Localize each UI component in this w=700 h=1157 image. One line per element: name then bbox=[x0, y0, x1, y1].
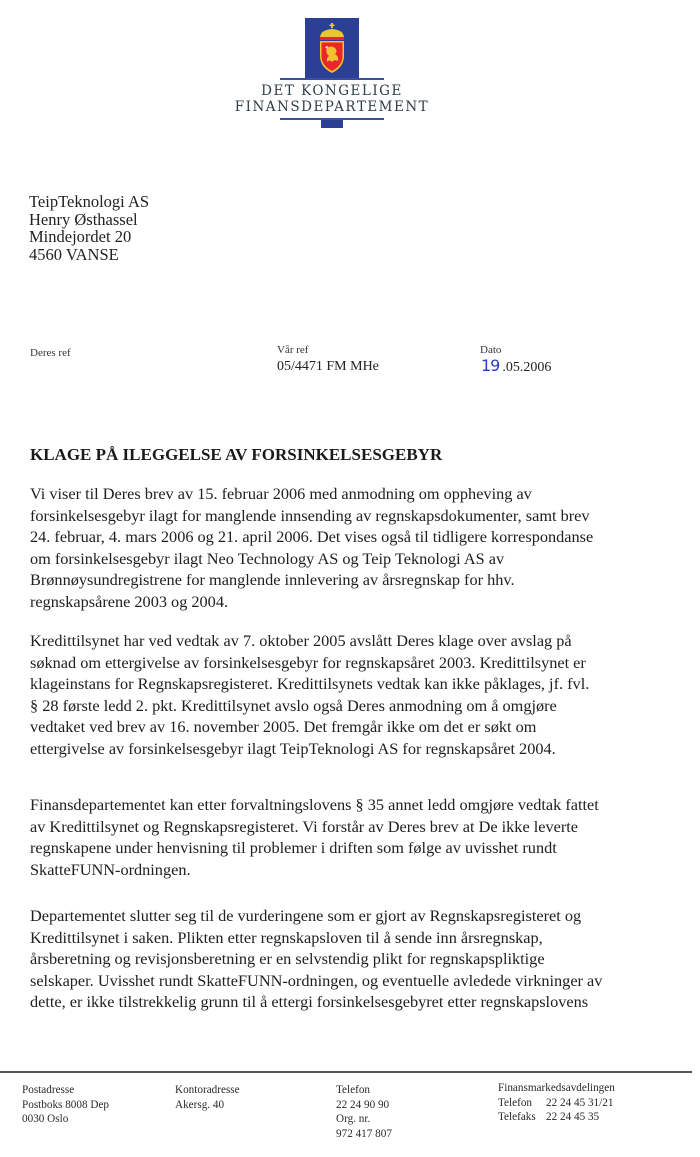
paragraph-line: regnskapene under henvisning til problemer i driften som følge av uvisshet rundt bbox=[30, 838, 557, 857]
footer-org-value: 972 417 807 bbox=[336, 1127, 392, 1140]
paragraph-2 bbox=[30, 630, 700, 759]
paragraph-line: klageinstans for Regnskapsregisteret. Kredittilsynets vedtak kan ikke påklages, jf. fvl. bbox=[30, 674, 590, 693]
letter-title: KLAGE PÅ ILEGGELSE AV FORSINKELSESGEBYR bbox=[30, 445, 443, 464]
footer-telefon-value: 22 24 90 90 bbox=[336, 1098, 390, 1111]
paragraph-line: § 28 første ledd 2. pkt. Kredittilsynet avslo også Deres anmodning om å omgjøre bbox=[30, 695, 557, 715]
coat-of-arms-emblem bbox=[305, 18, 359, 78]
paragraph-line: Kredittilsynet har ved vedtak av 7. oktober 2005 avslått Deres klage over avslag på bbox=[30, 631, 572, 650]
footer-department-fax-value: 22 24 45 35 bbox=[546, 1111, 600, 1123]
department-name-line2: FINANSDEPARTEMENT bbox=[234, 99, 430, 115]
paragraph-line: ettergivelse av forsinkelsesgebyr ilagt TeipTeknologi AS for regnskapsåret 2004. bbox=[30, 738, 556, 758]
paragraph-line: regnskapsårene 2003 og 2004. bbox=[30, 591, 229, 611]
paragraph-line: 24. februar, 4. mars 2006 og 21. april 2006. Det vises også til tidligere korrespondanse bbox=[30, 527, 594, 546]
footer-department-fax bbox=[498, 1110, 615, 1125]
footer-postadresse-line: Postboks 8008 Dep bbox=[22, 1098, 110, 1111]
footer-kontoradresse-line: Akersg. 40 bbox=[175, 1098, 225, 1111]
dato-handwritten-day: 19 bbox=[481, 356, 500, 375]
footer-department-phone-value: 22 24 45 31/21 bbox=[546, 1096, 614, 1109]
footer-telefon-label: Telefon bbox=[336, 1084, 371, 1096]
paragraph-line: Vi viser til Deres brev av 15. februar 2006 med anmodning om oppheving av bbox=[30, 484, 532, 503]
letterhead-stub bbox=[321, 120, 343, 128]
footer-postadresse-label: Postadresse bbox=[22, 1084, 75, 1096]
footer-department-phone bbox=[498, 1096, 615, 1111]
paragraph-line: forsinkelsesgebyr ilagt for manglende innsending av regnskapsdokumenter, samt brev bbox=[30, 505, 590, 525]
norwegian-coat-of-arms-icon bbox=[305, 18, 359, 78]
footer-postadresse-line: 0030 Oslo bbox=[22, 1113, 69, 1125]
department-name-line1: DET KONGELIGE bbox=[261, 83, 403, 99]
paragraph-line: av Kredittilsynet og Regnskapsregisteret. Vi forstår av Deres brev at De ikke leverte bbox=[30, 816, 579, 836]
footer-divider bbox=[0, 1071, 692, 1073]
paragraph-line: Departementet slutter seg til de vurderingene som er gjort av Regnskapsregisteret og bbox=[30, 906, 582, 925]
recipient-person: Henry Østhassel bbox=[29, 209, 138, 229]
paragraph-line: søknad om ettergivelse av forsinkelsesgebyr for regnskapsåret 2003. Kredittilsynet er bbox=[30, 652, 586, 672]
recipient-company: TeipTeknologi AS bbox=[29, 192, 150, 211]
recipient-postal: 4560 VANSE bbox=[29, 244, 119, 264]
footer-office-address bbox=[175, 1083, 240, 1112]
recipient-address bbox=[29, 193, 149, 263]
var-ref-value: 05/4471 FM MHe bbox=[277, 359, 379, 374]
paragraph-line: SkatteFUNN-ordningen. bbox=[30, 859, 191, 879]
letterhead-rule-top bbox=[280, 78, 384, 80]
paragraph-line: Finansdepartementet kan etter forvaltningslovens § 35 annet ledd omgjøre vedtak fattet bbox=[30, 795, 599, 814]
paragraph-line: om forsinkelsesgebyr ilagt Neo Technology AS og Teip Teknologi AS av bbox=[30, 548, 505, 568]
paragraph-line: årsberetning og revisjonsberetning er en selvstendig plikt for regnskapspliktige bbox=[30, 949, 545, 968]
paragraph-1 bbox=[30, 483, 700, 612]
paragraph-line: selskaper. Uvisshet rundt SkatteFUNN-ordningen, og eventuelle avledede virkninger av bbox=[30, 970, 603, 990]
footer-department-phone-label: Telefon bbox=[498, 1096, 533, 1109]
paragraph-line: dette, er ikke tilstrekkelig grunn til å ettergi forsinkelsesgebyret etter regnskapslovens bbox=[30, 992, 589, 1011]
footer-department-name: Finansmarkedsavdelingen bbox=[498, 1082, 615, 1094]
dato-value bbox=[481, 356, 551, 376]
dato-month-year: .05.2006 bbox=[502, 360, 552, 375]
dato-label: Dato bbox=[480, 344, 502, 356]
footer-phone bbox=[336, 1083, 392, 1141]
paragraph-line: Brønnøysundregistrene for manglende innlevering av årsregnskap for hhv. bbox=[30, 570, 515, 589]
paragraph-line: Kredittilsynet i saken. Plikten etter regnskapsloven til å sende inn årsregnskap, bbox=[30, 927, 543, 947]
deres-ref-label: Deres ref bbox=[30, 347, 71, 359]
footer-postal-address bbox=[22, 1083, 109, 1127]
paragraph-3 bbox=[30, 794, 700, 880]
paragraph-line: vedtaket ved brev av 16. november 2005. Det fremgår ikke om det er søkt om bbox=[30, 717, 537, 736]
recipient-street: Mindejordet 20 bbox=[29, 227, 132, 246]
paragraph-4 bbox=[30, 905, 700, 1013]
var-ref-label: Vår ref bbox=[277, 344, 309, 356]
footer-department-contact bbox=[498, 1081, 615, 1125]
footer-org-label: Org. nr. bbox=[336, 1113, 371, 1125]
footer-kontoradresse-label: Kontoradresse bbox=[175, 1084, 240, 1096]
footer-department-fax-label: Telefaks bbox=[498, 1111, 536, 1123]
